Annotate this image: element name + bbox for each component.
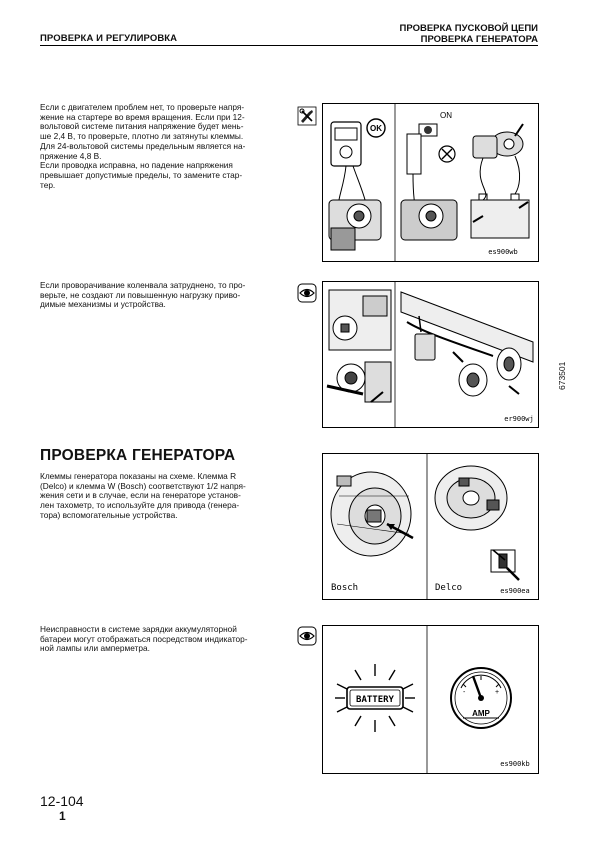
page-number: 12-104 <box>40 793 84 809</box>
figure-code: es900wb <box>488 248 518 256</box>
text-line: лен тахометр, то используйте для привода (генера- <box>40 500 240 511</box>
figure-code: er900wj <box>504 415 534 423</box>
svg-text:-: - <box>463 689 466 696</box>
text-line: Если проворачивание коленвала затруднено, то про- <box>40 280 246 290</box>
text-line: батареи могут отображаться посредством индикатор- <box>40 633 248 644</box>
amp-label: AMP <box>472 709 490 718</box>
figure-drive-check <box>322 281 539 428</box>
ok-label: OK <box>370 124 382 133</box>
text-line: жение на стартере во время вращения. Если при 12- <box>40 111 245 122</box>
battery-label: BATTERY <box>356 695 394 705</box>
section-title: ПРОВЕРКА ГЕНЕРАТОРА <box>40 447 236 464</box>
text-line: Для 24-вольтовой системы предельным является на- <box>40 140 246 151</box>
bosch-label: Bosch <box>331 583 359 593</box>
text-line: тора) вспомогательные устройства. <box>40 509 178 520</box>
text-line: ной лампы или амперметра. <box>40 643 150 654</box>
paragraph-crank-check <box>40 281 287 310</box>
text-line: Клеммы генератора показаны на схеме. Клемма R <box>40 471 237 481</box>
text-line: жения сети и в случае, если на генераторе установ- <box>40 490 241 501</box>
svg-text:+: + <box>495 689 500 696</box>
side-reference-number: 673501 <box>557 361 567 390</box>
header-right-title-1: ПРОВЕРКА ПУСКОВОЙ ЦЕПИ <box>399 23 538 34</box>
text-line: ше 2,4 В, то проверьте, плотно ли затянуты клеммы. <box>40 131 244 142</box>
page-subnumber: 1 <box>59 809 66 823</box>
figure-charge-indicators <box>322 625 539 774</box>
paragraph-charging-faults <box>40 625 287 654</box>
paragraph-voltage-check <box>40 103 287 190</box>
header-right-titles <box>400 23 538 45</box>
tools-icon <box>297 106 317 126</box>
text-line: превышает допустимые пределы, то замените стар- <box>40 169 243 180</box>
text-line: пряжение 4,8 В. <box>40 150 102 161</box>
paragraph-generator-terminals <box>40 472 287 521</box>
text-line: Если с двигателем проблем нет, то проверьте напря- <box>40 102 245 112</box>
on-label: ON <box>440 111 452 120</box>
header-divider <box>40 45 538 46</box>
delco-label: Delco <box>435 583 463 593</box>
text-line: Если проводка исправна, но падение напряжения <box>40 160 233 171</box>
header-right-title-2: ПРОВЕРКА ГЕНЕРАТОРА <box>420 34 538 45</box>
text-line: вольтовой системе питания напряжение будет мень- <box>40 121 244 132</box>
figure-code: es900kb <box>500 760 530 768</box>
text-line: (Delco) и клемма W (Bosch) соответствуют 1/2 напря- <box>40 480 246 491</box>
header-left-title: ПРОВЕРКА И РЕГУЛИРОВКА <box>40 33 178 44</box>
figure-code: es900ea <box>500 587 530 595</box>
text-line: димые механизмы и устройства. <box>40 299 166 310</box>
figure-generator-terminals <box>322 453 539 600</box>
text-line: Неисправности в системе зарядки аккумуляторной <box>40 624 237 634</box>
text-line: верьте, не создают ли повышенную нагрузку приво- <box>40 289 241 300</box>
eye-icon <box>297 626 317 646</box>
eye-icon <box>297 283 317 303</box>
text-line: тер. <box>40 179 56 190</box>
figure-starter-voltage <box>322 103 539 262</box>
